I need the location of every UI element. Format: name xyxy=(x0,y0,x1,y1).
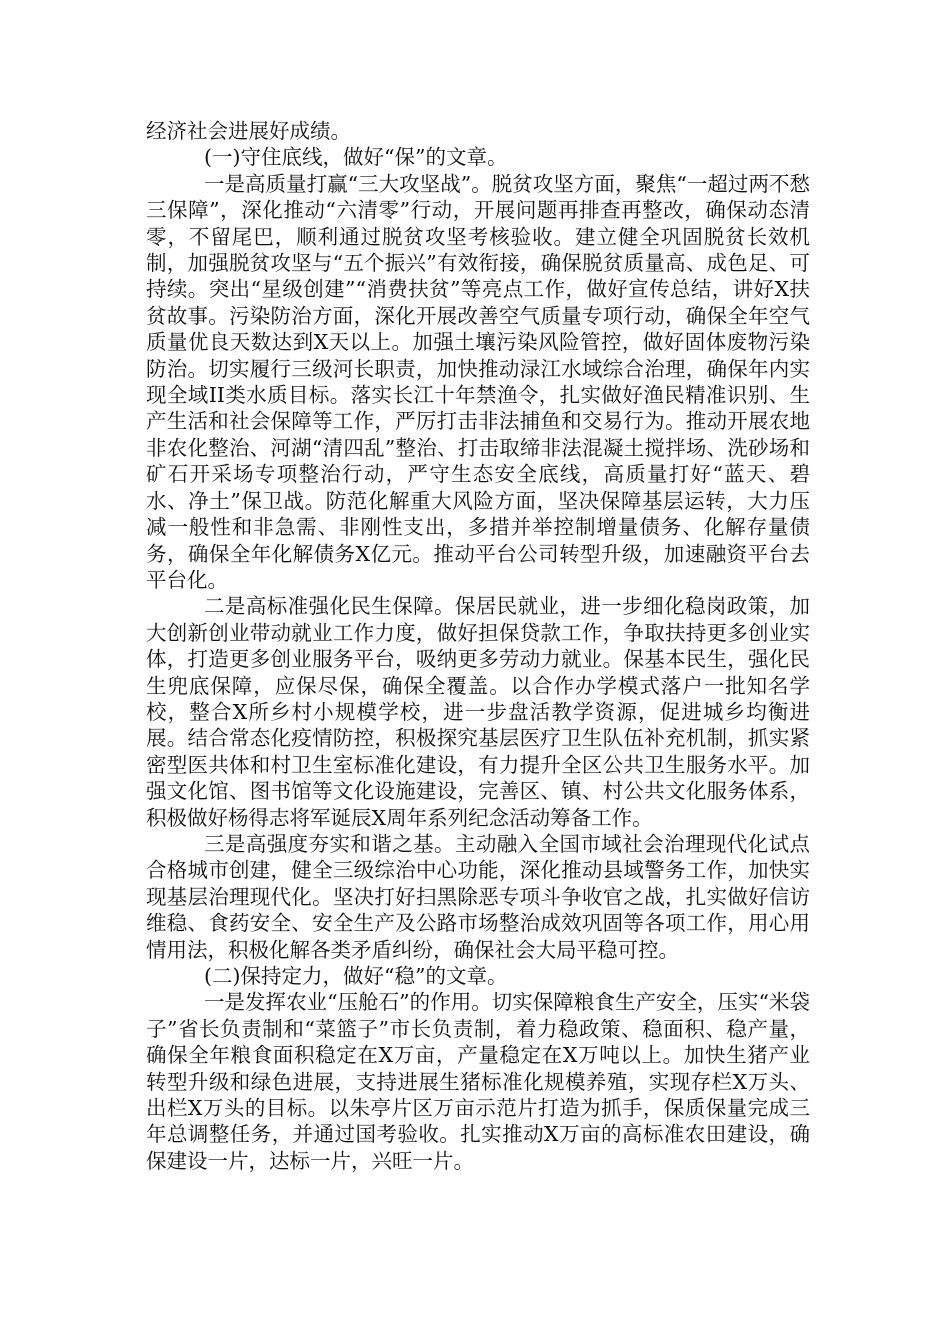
section-heading-1: (一)守住底线，做好“保”的文章。 xyxy=(204,145,508,170)
paragraph-agriculture: 一是发挥农业“压舱石”的作用。切实保障粮食生产安全，压实“米袋子”省长负责制和“菜篮子”市长负责制，着力稳政策、稳面积、稳产量，确保全年粮食面积稳定在X万亩，产量稳定在X万吨以上。加快生猪产业转型升级和绿色进展，支持进展生猪标准化规模养殖，实现存栏X万头、出栏X万头的目标。以朱亭片区万亩示范片打造为抓手，保质保量完成三年总调整任务，并通过国考验收。扎实推动X万亩的高标准农田建设，确保建设一片，达标一片，兴旺一片。 xyxy=(146,990,810,1173)
section-heading-2: (二)保持定力，做好“稳”的文章。 xyxy=(204,964,508,988)
document-body xyxy=(146,118,810,1174)
paragraph-harmony: 三是高强度夯实和谐之基。主动融入全国市域社会治理现代化试点合格城市创建，健全三级综治中心功能，深化推动县域警务工作，加快实现基层治理现代化。坚决打好扫黑除恶专项斗争收官之战，扎实做好信访维稳、食药安全、安全生产及公路市场整治成效巩固等各项工作，用心用情用法，积极化解各类矛盾纠纷，确保社会大局平稳可控。 xyxy=(146,831,810,962)
paragraph-lead-in: 经济社会进展好成绩。 xyxy=(146,119,351,143)
paragraph-livelihood: 二是高标准强化民生保障。保居民就业，进一步细化稳岗政策，加大创新创业带动就业工作力度，做好担保贷款工作，争取扶持更多创业实体，打造更多创业服务平台，吸纳更多劳动力就业。保基本民生，强化民生兜底保障，应保尽保，确保全覆盖。以合作办学模式落户一批知名学校，整合X所乡村小规模学校，进一步盘活教学资源，促进城乡均衡进展。结合常态化疫情防控，积极探究基层医疗卫生队伍补充机制，抓实紧密型医共体和村卫生室标准化建设，有力提升全区公共卫生服务水平。加强文化馆、图书馆等文化设施建设，完善区、镇、村公共文化服务体系，积极做好杨得志将军诞辰X周年系列纪念活动筹备工作。 xyxy=(146,594,810,830)
paragraph-three-battles: 一是高质量打赢“三大攻坚战”。脱贫攻坚方面，聚焦“一超过两不愁三保障”，深化推动“六清零”行动，开展问题再排查再整改，确保动态清零，不留尾巴，顺利通过脱贫攻坚考核验收。建立健全巩固脱贫长效机制，加强脱贫攻坚与“五个振兴”有效衔接，确保脱贫质量高、成色足、可持续。突出“星级创建”“消费扶贫”等亮点工作，做好宣传总结，讲好X扶贫故事。污染防治方面，深化开展改善空气质量专项行动，确保全年空气质量优良天数达到X天以上。加强土壤污染风险管控，做好固体废物污染防治。切实履行三级河长职责，加快推动渌江水域综合治理，确保年内实现全域II类水质目标。落实长江十年禁渔令，扎实做好渔民精准识别、生产生活和社会保障等工作，严厉打击非法捕鱼和交易行为。推动开展农地非农化整治、河湖“清四乱”整治、打击取缔非法混凝土搅拌场、洗砂场和矿石开采场专项整治行动，严守生态安全底线，高质量打好“蓝天、碧水、净土”保卫战。防范化解重大风险方面，坚决保障基层运转，大力压减一般性和非急需、非刚性支出，多措并举控制增量债务、化解存量债务，确保全年化解债务X亿元。推动平台公司转型升级，加速融资平台去平台化。 xyxy=(146,171,810,592)
